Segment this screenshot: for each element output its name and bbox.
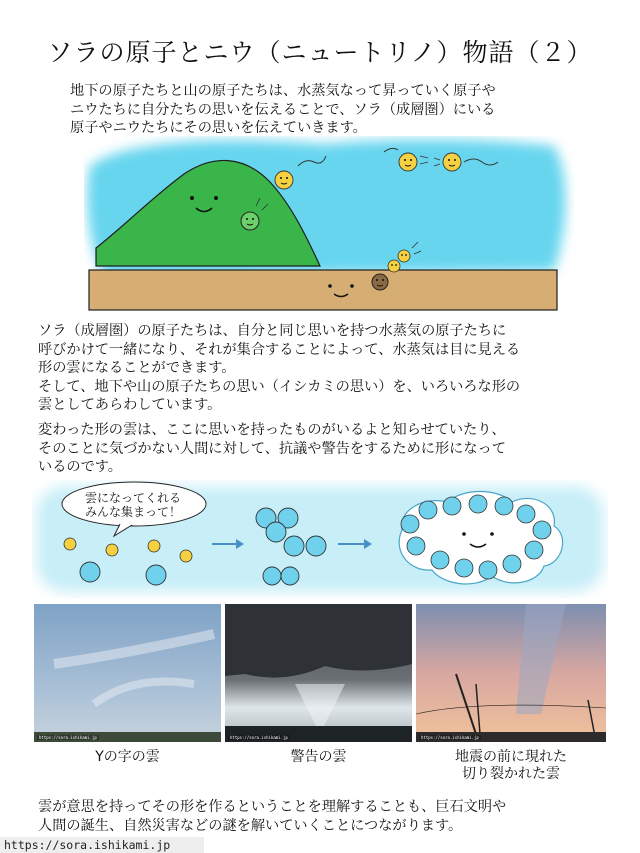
page-title: ソラの原子とニウ（ニュートリノ）物語（２） [47, 37, 593, 67]
yellow-atom-icon [275, 171, 293, 189]
intro-paragraph: 地下の原子たちと山の原子たちは、水蒸気なって昇っていく原子や ニウたちに自分たちの思いを伝えることで、ソラ（成層圏）にいる 原子やニウたちにその思いを伝えていきます。 [70, 83, 496, 136]
speech-bubble-text: 雲になってくれる みんな集まって！ [84, 491, 181, 519]
photo-caption: 警告の雲 [290, 749, 347, 765]
ground [89, 270, 557, 310]
closing-paragraph: 雲が意思を持ってその形を作るということを理解することも、巨石文明や 人間の誕生、自然災害などの謎を解いていくことにつながります。 [38, 799, 507, 834]
photo-split-cloud [416, 604, 606, 742]
photo-watermark: https://sora.ishikami.jp [230, 735, 288, 740]
yellow-atom-icon [388, 260, 400, 272]
explanation-paragraph: ソラ（成層圏）の原子たちは、自分と同じ思いを持つ水蒸気の原子たちに 呼びかけて一緒になり、それが集合することによって、水蒸気は目に見える 形の雲になることができます。 そして、地下や山の原子たちの思い（イシカミの思い）を、いろいろな形の 雲としてあらわしています。 [38, 323, 521, 413]
yellow-atom-icon [443, 153, 461, 171]
yellow-atom-icon [398, 250, 410, 262]
mountain-atoms-illustration [84, 136, 574, 318]
photo-watermark: https://sora.ishikami.jp [39, 735, 97, 740]
photo-y-shaped-cloud [34, 604, 221, 742]
photo-caption: Yの字の雲 [95, 749, 160, 765]
yellow-atom-icon [399, 153, 417, 171]
warning-paragraph: 変わった形の雲は、ここに思いを持ったものがいるよと知らせていたり、 そのことに気づかない人間に対して、抗議や警告をするために形になって いるのです。 [38, 422, 506, 475]
photo-watermark: https://sora.ishikami.jp [421, 735, 479, 740]
photo-warning-cloud [225, 604, 412, 742]
footer-url-link[interactable]: https://sora.ishikami.jp [0, 837, 204, 853]
photo-caption: 地震の前に現れた 切り裂かれた雲 [455, 749, 567, 782]
brown-atom-icon [372, 274, 388, 290]
green-atom-icon [241, 212, 259, 230]
